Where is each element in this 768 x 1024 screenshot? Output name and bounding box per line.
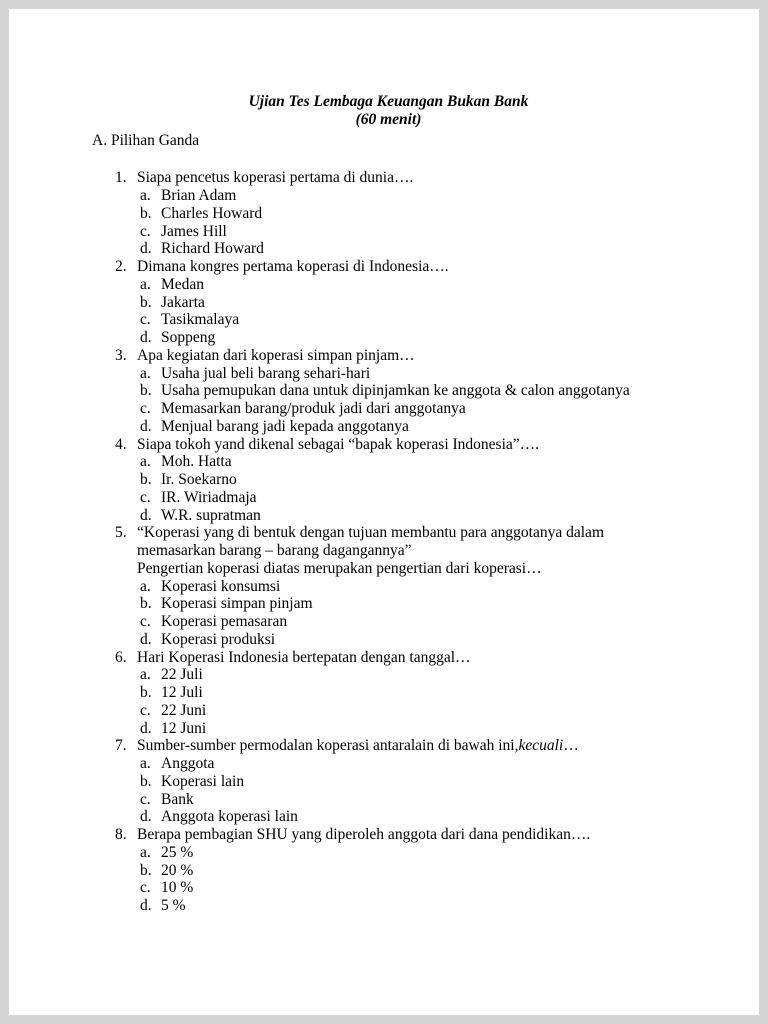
option-letter: c. xyxy=(140,790,151,808)
option-item xyxy=(140,862,685,880)
question-text xyxy=(137,737,685,755)
question-text-line: Siapa pencetus koperasi pertama di dunia…. xyxy=(137,169,414,187)
option-text: 12 Juni xyxy=(161,719,207,737)
question-text xyxy=(137,169,685,187)
option-text: 12 Juli xyxy=(161,684,203,701)
question-item xyxy=(115,169,685,258)
option-letter: b. xyxy=(140,204,152,222)
option-item xyxy=(140,755,685,773)
option-text: Richard Howard xyxy=(161,240,264,258)
option-letter: d. xyxy=(140,329,152,346)
option-item xyxy=(140,187,685,205)
option-text: Koperasi konsumsi xyxy=(161,577,281,595)
option-item xyxy=(140,311,685,329)
option-text: IR. Wiriadmaja xyxy=(161,488,257,506)
option-letter: c. xyxy=(140,488,151,506)
option-letter: c. xyxy=(140,222,151,240)
option-list xyxy=(140,755,685,826)
option-item xyxy=(140,223,685,241)
option-item xyxy=(140,294,685,312)
question-item xyxy=(115,258,685,347)
option-text: Brian Adam xyxy=(161,187,237,204)
option-text: Memasarkan barang/produk jadi dari anggotanya xyxy=(161,400,466,417)
option-letter: c. xyxy=(140,400,151,417)
option-item xyxy=(140,240,685,258)
option-item xyxy=(140,205,685,223)
option-letter: d. xyxy=(140,719,152,737)
option-item xyxy=(140,578,685,596)
question-number: 4. xyxy=(115,435,127,453)
option-letter: d. xyxy=(140,630,152,648)
option-item xyxy=(140,808,685,826)
option-text: Koperasi simpan pinjam xyxy=(161,595,313,613)
option-letter: c. xyxy=(140,613,151,630)
option-text: Usaha jual beli barang sehari-hari xyxy=(161,364,371,382)
question-number: 5. xyxy=(115,524,127,542)
option-text: Koperasi pemasaran xyxy=(161,613,288,630)
option-letter: b. xyxy=(140,293,152,311)
option-item xyxy=(140,666,685,684)
option-text: W.R. supratman xyxy=(161,506,261,524)
question-item xyxy=(115,436,685,525)
option-letter: d. xyxy=(140,897,152,914)
question-number: 6. xyxy=(115,648,127,666)
option-text: Soppeng xyxy=(161,329,216,346)
question-text xyxy=(137,258,685,276)
option-text: Jakarta xyxy=(161,293,205,311)
option-list xyxy=(140,365,685,436)
question-text-line: Berapa pembagian SHU yang diperoleh anggota dari dana pendidikan…. xyxy=(137,826,591,843)
option-text: Anggota xyxy=(161,755,215,772)
option-letter: d. xyxy=(140,506,152,524)
option-item xyxy=(140,276,685,294)
question-text-line: Sumber-sumber permodalan koperasi antaralain di bawah ini,kecuali… xyxy=(137,737,579,755)
option-text: 22 Juni xyxy=(161,701,207,719)
option-item xyxy=(140,791,685,809)
option-list xyxy=(140,844,685,915)
option-letter: a. xyxy=(140,577,151,595)
option-text: Tasikmalaya xyxy=(161,311,240,329)
option-letter: a. xyxy=(140,187,151,204)
question-text-line: Siapa tokoh yand dikenal sebagai “bapak koperasi Indonesia”…. xyxy=(137,435,540,453)
option-item xyxy=(140,595,685,613)
option-item xyxy=(140,631,685,649)
option-list xyxy=(140,187,685,258)
option-letter: d. xyxy=(140,808,152,826)
document-subtitle: (60 menit) xyxy=(355,110,422,128)
question-item xyxy=(115,347,685,436)
question-text-line: “Koperasi yang di bentuk dengan tujuan membantu para anggotanya dalam memasarkan barang – barang dagangannya” xyxy=(137,524,604,559)
option-text: Ir. Soekarno xyxy=(161,471,237,488)
option-letter: b. xyxy=(140,772,152,790)
option-item xyxy=(140,702,685,720)
option-list xyxy=(140,276,685,347)
option-text: Menjual barang jadi kepada anggotanya xyxy=(161,417,409,435)
option-letter: a. xyxy=(140,275,151,293)
option-letter: a. xyxy=(140,755,151,772)
option-text: Medan xyxy=(161,275,205,293)
option-list xyxy=(140,578,685,649)
option-letter: a. xyxy=(140,843,151,861)
option-letter: c. xyxy=(140,701,151,719)
option-item xyxy=(140,773,685,791)
option-letter: a. xyxy=(140,666,151,684)
question-text xyxy=(137,826,685,844)
option-item xyxy=(140,879,685,897)
option-text: Moh. Hatta xyxy=(161,453,232,471)
option-letter: d. xyxy=(140,240,152,258)
option-text: Koperasi lain xyxy=(161,772,245,790)
option-text: 10 % xyxy=(161,879,194,897)
option-text: 25 % xyxy=(161,843,194,861)
option-letter: a. xyxy=(140,453,151,471)
option-text: Koperasi produksi xyxy=(161,630,276,648)
question-number: 2. xyxy=(115,258,127,275)
option-item xyxy=(140,365,685,383)
option-item xyxy=(140,613,685,631)
option-text: Charles Howard xyxy=(161,204,263,222)
option-item xyxy=(140,897,685,915)
option-text: James Hill xyxy=(161,222,227,240)
question-item xyxy=(115,826,685,915)
question-text-line: Apa kegiatan dari koperasi simpan pinjam… xyxy=(137,346,415,364)
option-letter: c. xyxy=(140,311,151,329)
option-text: 22 Juli xyxy=(161,666,203,684)
question-text-line: Hari Koperasi Indonesia bertepatan dengan tanggal… xyxy=(137,648,471,666)
question-text xyxy=(137,436,685,454)
question-number: 8. xyxy=(115,826,127,843)
question-number: 7. xyxy=(115,737,127,755)
option-text: 5 % xyxy=(161,897,186,914)
option-letter: b. xyxy=(140,684,152,701)
option-item xyxy=(140,382,685,400)
option-letter: b. xyxy=(140,471,152,488)
option-item xyxy=(140,329,685,347)
option-item xyxy=(140,453,685,471)
option-list xyxy=(140,666,685,737)
option-list xyxy=(140,453,685,524)
document-title: Ujian Tes Lembaga Keuangan Bukan Bank xyxy=(248,93,529,110)
question-item xyxy=(115,524,685,648)
question-text-line: Dimana kongres pertama koperasi di Indonesia…. xyxy=(137,258,449,275)
question-list xyxy=(115,169,685,915)
option-item xyxy=(140,720,685,738)
question-text xyxy=(137,347,685,365)
option-item xyxy=(140,400,685,418)
question-number: 3. xyxy=(115,346,127,364)
question-item xyxy=(115,649,685,738)
question-text xyxy=(137,524,685,577)
option-letter: c. xyxy=(140,879,151,897)
option-text: Bank xyxy=(161,790,194,808)
question-text xyxy=(137,649,685,667)
option-item xyxy=(140,844,685,862)
section-heading: A. Pilihan Ganda xyxy=(92,131,200,149)
option-item xyxy=(140,507,685,525)
option-letter: b. xyxy=(140,382,152,400)
option-text: 20 % xyxy=(161,861,194,879)
document-page xyxy=(9,9,759,1015)
question-text-line: Pengertian koperasi diatas merupakan pengertian dari koperasi… xyxy=(137,559,542,577)
option-item xyxy=(140,418,685,436)
option-item xyxy=(140,684,685,702)
question-number: 1. xyxy=(115,169,127,187)
option-item xyxy=(140,489,685,507)
option-letter: b. xyxy=(140,861,152,879)
option-text: Anggota koperasi lain xyxy=(161,808,298,826)
option-letter: d. xyxy=(140,417,152,435)
option-letter: a. xyxy=(140,364,151,382)
option-item xyxy=(140,471,685,489)
option-letter: b. xyxy=(140,595,152,613)
question-item xyxy=(115,737,685,826)
option-text: Usaha pemupukan dana untuk dipinjamkan ke anggota & calon anggotanya xyxy=(161,382,630,400)
